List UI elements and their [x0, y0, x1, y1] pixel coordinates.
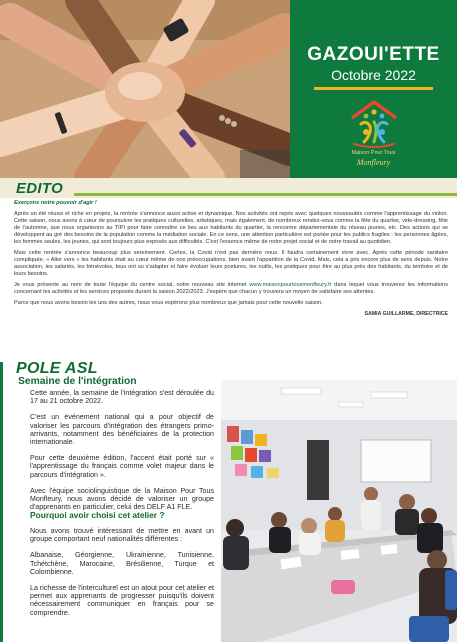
edito-underline — [74, 193, 457, 196]
article-paragraph: Pour cette deuxième édition, l'accent était porté sur « l'apprentissage du français comme volet majeur dans le parcours d'intégration ». — [30, 454, 214, 479]
article-paragraph: Cette année, la semaine de l'intégration s'est déroulée du 17 au 21 octobre 2022. — [30, 389, 214, 406]
pole-asl-heading: POLE ASL — [16, 360, 98, 377]
article-paragraph: La richesse de l'interculturel est un atout pour cet atelier et permet aux apprenants de progresser puisqu'ils doivent nécessairement communiquer en français pour se comprendre. — [30, 584, 214, 617]
newsletter-header — [0, 0, 457, 178]
nationalities-list: Albanaise, Géorgienne, Ukrainienne, Tunisienne, Tchétchène, Marocaine, Brésilienne, Turque et Colombienne. — [30, 551, 214, 576]
classroom-photo — [221, 380, 457, 642]
newsletter-title: GAZOUI'ETTE — [307, 44, 440, 65]
article-question: Pourquoi avoir choisi cet atelier ? — [30, 510, 165, 521]
article-subheading: Semaine de l'intégration — [18, 376, 137, 387]
article-paragraph: Nous avons trouvé intéressant de mettre en avant un groupe comportant neuf nationalités différentes : — [30, 527, 214, 544]
edito-heading: EDITO — [16, 180, 64, 197]
stacked-hands-photo — [0, 0, 290, 178]
header-title-panel — [290, 0, 457, 178]
logo-caption: Maison Pour Tous — [351, 150, 396, 156]
edito-text: dans lequel vous trouverez les informations concernant les activités et les services proposés durant la saison 2022/2023. J'espère que chacun y trouvera un moyen de satisfaire ses attentes. — [14, 282, 448, 295]
article-paragraph: Avec l'équipe sociolinguistique de la Maison Pour Tous Monfleury, nous avons décidé de valoriser un groupe d'apprenants en particulier, celui des DELF A1 FLE. — [30, 486, 214, 512]
edito-website-paragraph — [14, 282, 448, 296]
website-link[interactable]: www.maisonpourtousmonfleury.fr — [249, 282, 332, 288]
section-side-bar — [0, 362, 3, 642]
edito-lead: Exerçons notre pouvoir d'agir ! — [14, 200, 97, 206]
edito-paragraph: Après un été réussi et riche en projets, la rentrée s'annonce aussi active et dynamique. Nos activités ont repris avec quelques nouveautés comme l'apprentissage du violon. Cette saison, nous avons à cœur de poursuivre les pratiques culturelles, artistiques, mais également, de nombreux rendez-vous comme la fête du quartier, vide-dressing, fête de l'automne, que nous organisons au TIPI pour faire connaître ce lieu aux habitants du quartier, la rencontre départementale du réseau jeunes, etc. Des actions qui se développent au gré des besoins de la population comme la médiation sociale. En ce sens, une attention particulière est portée pour les publics fragiles : les personnes âgées, les femmes seules, les jeunes, qui sont toujours plus exposés aux difficultés. C'est l'essence même de notre projet social et de notre travail au quotidien. — [14, 211, 448, 245]
edito-closing: Parce que nous avons besoin les uns des autres, nous vous espérons plus nombreux que jamais pour cette nouvelle saison. — [14, 300, 323, 306]
newsletter-issue-date: Octobre 2022 — [331, 67, 416, 83]
edito-signature: SAMIA GUILLARME, DIRECTRICE — [364, 311, 448, 317]
article-paragraph: C'est un événement national qui a pour objectif de valoriser les parcours d'intégration des étrangers primo-arrivants, notamment des bénéficiaires de la protection internationale. — [30, 413, 214, 447]
pole-asl-article — [18, 376, 214, 625]
maison-pour-tous-logo — [344, 98, 404, 158]
edito-body — [14, 200, 448, 318]
edito-paragraph: Mais cette rentrée s'annonce beaucoup plus sereinement. Certes, la Covid n'est pas dernière nous. Il faudra certainement vivre avec. Après cette période sanitaire compliquée, « Aller vers » les habitants était au cœur même de nos préoccupations, bien avant l'apparition de la Covid. Mais, cela a pris encore plus de sens depuis. Notre association, les salariés, les bénévoles, tous ont su s'adapter et faire évoluer leurs postures, les outils, les pratiques pour être au plus près des habitants, du territoire et de leurs besoins. — [14, 250, 448, 277]
logo-caption-script: Monfleury — [356, 158, 391, 167]
edito-text: Je vous présente au nom de toute l'équipe du centre social, notre nouveau site internet — [14, 282, 250, 288]
title-underline — [314, 87, 433, 90]
